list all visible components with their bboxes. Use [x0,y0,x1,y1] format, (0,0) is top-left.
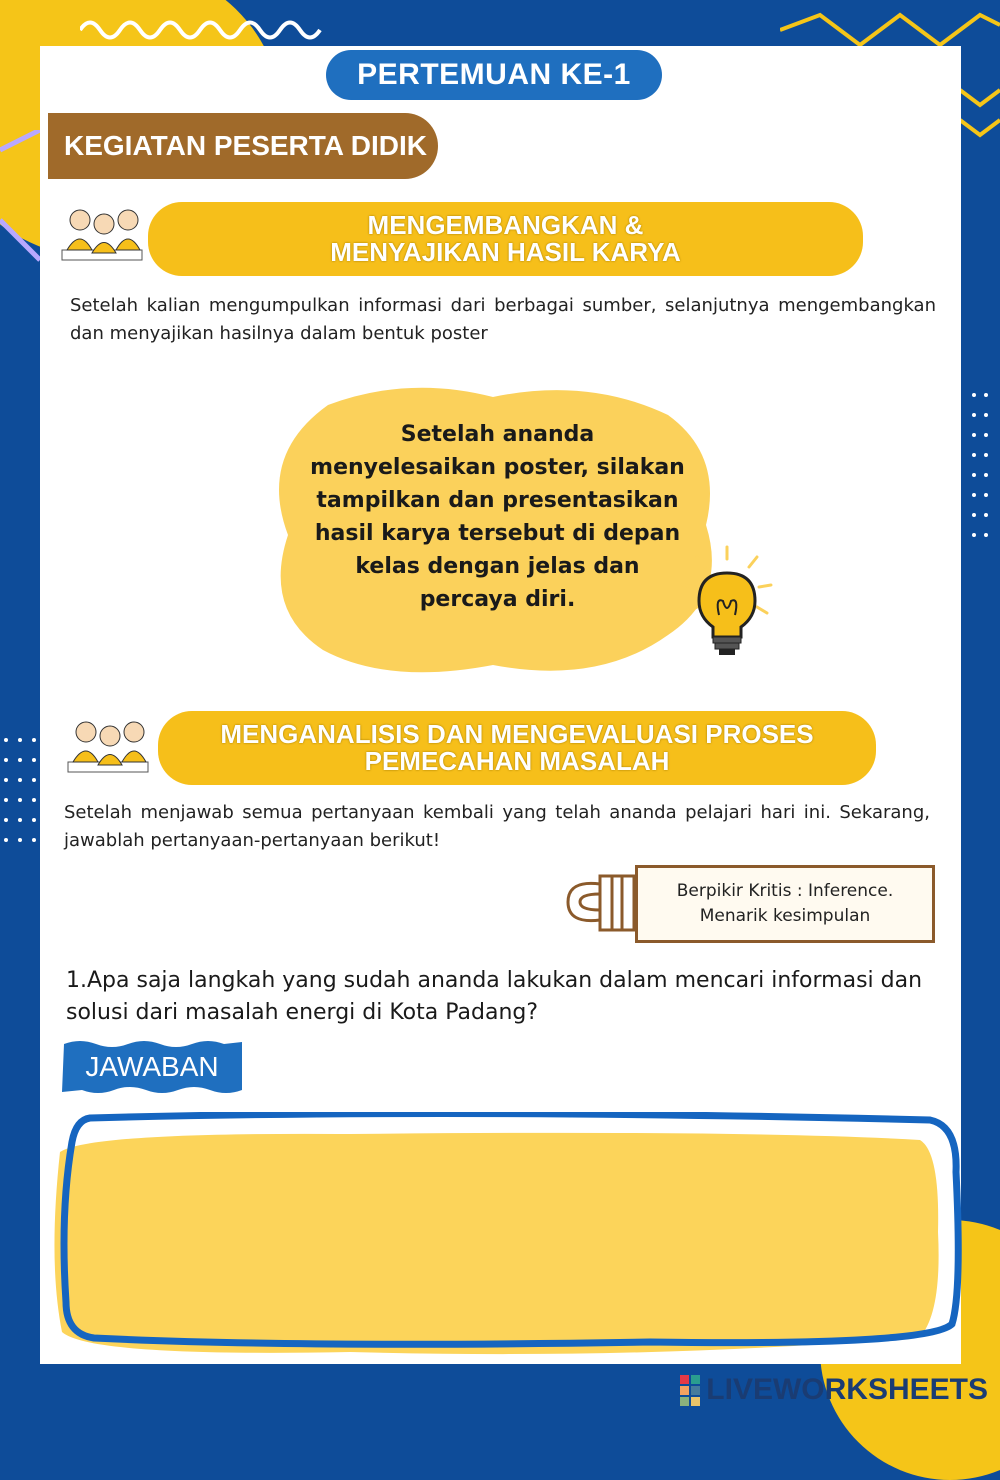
section-title-line2: MENYAJIKAN HASIL KARYA [330,237,681,267]
binder-clip-icon [562,872,642,934]
critical-thinking-note [635,865,935,943]
section-title-line2: PEMECAHAN MASALAH [364,746,670,776]
page-title: PERTEMUAN KE-1 [326,50,662,100]
dots-decoration-right [968,390,998,550]
liveworksheets-logo [680,1372,988,1408]
watermark-text: LIVEWORKSHEETS [706,1373,988,1406]
lightbulb-icon [675,545,780,660]
note-line2: Menarik kesimpulan [699,906,871,926]
note-line1: Berpikir Kritis : Inference. [676,881,894,901]
dots-decoration-left [0,735,40,865]
section-title-analyze-evaluate [158,711,876,785]
callout-text [300,418,695,616]
activity-label: KEGIATAN PESERTA DIDIK [48,113,438,179]
question-1: 1.Apa saja langkah yang sudah ananda lakukan dalam mencari informasi dan solusi dari masalah energi di Kota Padang? [66,968,923,1025]
answer-label: JAWABAN [85,1051,219,1082]
liveworksheets-grid-icon [680,1375,700,1406]
callout-line: hasil karya tersebut di depan [314,521,681,546]
section-title-develop-present [148,202,863,276]
stripe-decoration [0,130,40,270]
answer-input[interactable] [90,1140,914,1324]
wave-decoration [80,10,330,40]
section1-paragraph: Setelah kalian mengumpulkan informasi dari berbagai sumber, selanjutnya mengembangkan dan menyajikan hasilnya dalam bentuk poster [70,295,936,344]
section-title-line1: MENGANALISIS DAN MENGEVALUASI PROSES [220,719,814,749]
callout-line: menyelesaikan poster, silakan [310,455,685,480]
callout-line: kelas dengan jelas dan [355,554,640,579]
section-title-line1: MENGEMBANGKAN & [367,210,644,240]
callout-line: tampilkan dan presentasikan [316,488,679,513]
callout-line: percaya diri. [419,587,576,612]
students-illustration-icon [58,710,158,782]
students-illustration-icon [52,198,152,270]
callout-line: Setelah ananda [400,422,595,447]
section2-paragraph: Setelah menjawab semua pertanyaan kembali yang telah ananda pelajari hari ini. Sekarang, jawablah pertanyaan-pertanyaan berikut! [64,802,930,851]
